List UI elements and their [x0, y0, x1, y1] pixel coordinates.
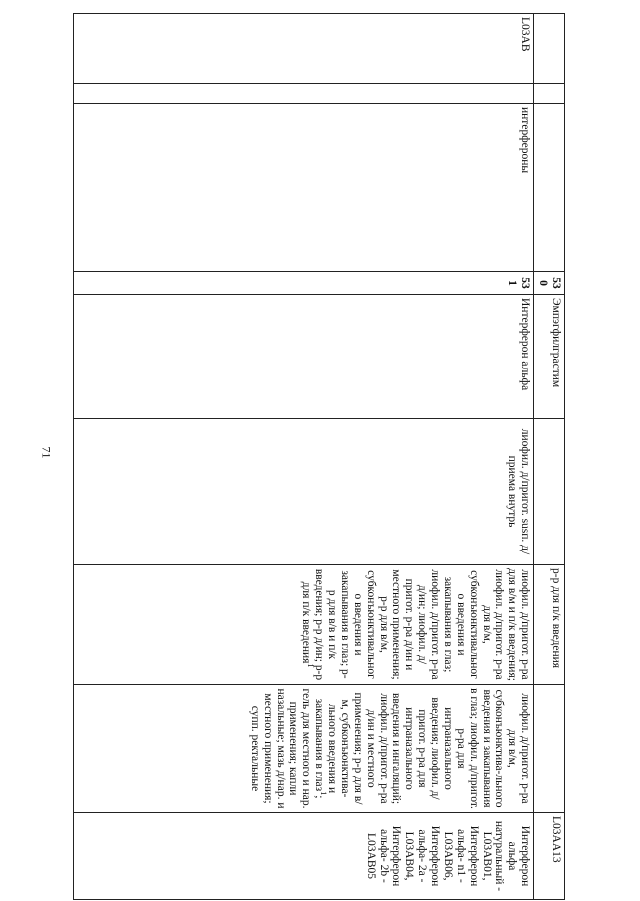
header-name-cell: Эмпэгфилграстим — [534, 295, 565, 419]
table-row — [74, 14, 534, 900]
group-code-cell: L03AB — [74, 14, 534, 84]
form2-text: лиофил. д/пригот. р-ра для в/м и п/к введения; лиофил. д/пригот. р-ра для в/м, субконъюнктивального введения и закапывания в глаз; лиофил. д/пригот. р-ра д/ин; лиофил. д/пригот. р-ра д/ин и местного применения; р-р для в/м, субконъюнктивального введения и закапывания в глаз; р-р для в/в и п/к введения; р-р д/ин; р-р для п/к введения — [300, 568, 532, 681]
form2-footnote: 1 — [306, 663, 316, 668]
header-atc-code-cell: L03AA13 — [534, 813, 565, 900]
form3-tail: ; гель для местного и нар. применения; капли назальные; мазь д/нар. и местного применения; супп. ректальные — [248, 688, 326, 809]
row-num-cell: 531 — [74, 272, 534, 295]
header-form1-cell — [534, 419, 565, 565]
header-form2-cell: р-р для п/к введения — [534, 565, 565, 685]
header-form3-cell — [534, 685, 565, 813]
form1-cell — [74, 419, 534, 565]
header-num-cell: 530 — [534, 272, 565, 295]
spacer-cell — [74, 84, 534, 104]
header-group-cell — [534, 84, 565, 104]
form1-text: лиофил. д/пригот. susп. д/приема внутрь — [506, 428, 532, 555]
form2-cell — [74, 565, 534, 685]
header-group-label-cell — [534, 104, 565, 272]
atc-codes-text: Интерферон альфа натуральный - L03AB01, Интерферон альфа- n1 - L03AB06, Интерферон альфа- 2a - L03AB04, Интерферон альфа- 2b - L03AB05 — [364, 820, 532, 892]
header-row — [534, 14, 565, 900]
group-label-cell: интерфероны — [74, 104, 534, 272]
header-code-cell — [534, 14, 565, 84]
drug-table — [73, 13, 565, 900]
form3-text: лиофил. д/пригот. р-ра для в/м, субконъюнктива-льного введения и закапывания в глаз; лиофил. д/пригот. р-ра для интраназального введения; лиофил. д/пригот. р-ра для интраназального введения и ингаляций; лиофил. д/пригот. р-ра д/ин и местного применения; р-р для в/м, субконъюнктива-льного введения и закапывания в глаз — [313, 688, 532, 809]
drug-name-cell: Интерферон альфа — [74, 295, 534, 419]
form3-footnote: 1 — [319, 791, 329, 796]
rotated-table-stage — [73, 13, 565, 899]
atc-codes-cell — [74, 813, 534, 900]
page-number: 71 — [39, 446, 54, 459]
form3-cell — [74, 685, 534, 813]
